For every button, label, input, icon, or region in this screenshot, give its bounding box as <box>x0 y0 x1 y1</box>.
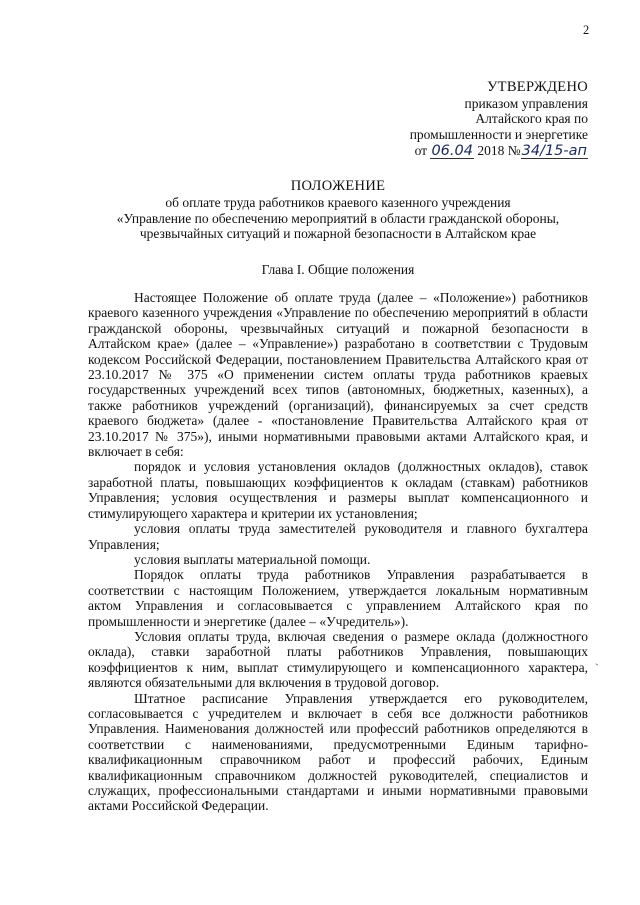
body-paragraph: Штатное расписание Управления утверждается его руководителем, согласовывается с учредителем и включает в себя все должности работников Управления. Наименования должностей или профессий работников определяются в соответствии с наименованиями, предусмотренными Единым тарифно-квалификационным справочником работ и профессий рабочих, Единым квалификационным справочником должностей руководителей, специалистов и служащих, профессиональными стандартами и иными нормативными правовыми актами Российской Федерации. <box>88 690 588 814</box>
body-paragraph: условия оплаты труда заместителей руководителя и главного бухгалтера Управления; <box>88 521 588 552</box>
approval-block <box>410 80 588 142</box>
subtitle-line: «Управление по обеспечению мероприятий в области гражданской обороны, <box>116 210 560 226</box>
document-body <box>88 290 588 814</box>
document-title: ПОЛОЖЕНИЕ <box>290 178 386 194</box>
margin-mark: ` <box>595 661 599 675</box>
body-paragraph: Порядок оплаты труда работников Управления разрабатывается в соответствии с настоящим Положением, утверждается локальным нормативным актом Управления и согласовывается с управлением Алтайского края по промышленности и энергетике (далее – «Учредитель»). <box>88 567 588 629</box>
approval-line: промышленности и энергетике <box>409 126 588 142</box>
date-prefix: от <box>414 143 428 158</box>
body-paragraph: порядок и условия установления окладов (должностных окладов), ставок заработной платы, повышающих коэффициентов к окладам (ставкам) работников Управления; условия осуществления и размеры выплат компенсационного и стимулирующего характера и критерии их установления; <box>88 459 588 521</box>
number-prefix: № <box>507 143 521 158</box>
document-subtitle <box>88 195 588 242</box>
order-year: 2018 <box>477 143 505 158</box>
order-date-number <box>415 143 588 159</box>
approval-line: приказом управления <box>464 95 588 111</box>
subtitle-line: об оплате труда работников краевого казенного учреждения <box>165 195 511 210</box>
chapter-heading: Глава I. Общие положения <box>261 262 415 277</box>
approval-status: УТВЕРЖДЕНО <box>487 79 588 95</box>
handwritten-date: 06.04 <box>431 143 473 159</box>
handwritten-number: 34/15-ап <box>521 143 587 159</box>
subtitle-line: чрезвычайных ситуаций и пожарной безопасности в Алтайском крае <box>139 226 537 241</box>
body-paragraph: Настоящее Положение об оплате труда (далее – «Положение») работников краевого казенного учреждения «Управление по обеспечению мероприятий в области гражданской обороны, чрезвычайных ситуаций и пожарной безопасности в Алтайском крае» (далее – «Управление») разработано в соответствии с Трудовым кодексом Российской Федерации, постановлением Правительства Алтайского края от 23.10.2017 № 375 «О применении систем оплаты труда работников краевых государственных учреждений всех типов (автономных, бюджетных, казенных), а также работников учреждений (организаций), финансируемых за счет средств краевого бюджета» (далее - «постановление Правительства Алтайского края от 23.10.2017 № 375»), иными нормативными правовыми актами Алтайского края, и включает в себя: <box>88 290 588 460</box>
body-paragraph: условия выплаты материальной помощи. <box>134 551 371 567</box>
page-number: 2 <box>583 23 590 37</box>
approval-line: Алтайского края по <box>475 111 588 126</box>
body-paragraph: Условия оплаты труда, включая сведения о размере оклада (должностного оклада), ставки заработной платы работников Управления, повышающих коэффициентов к ним, выплат стимулирующего и компенсационного характера, являются обязательными для включения в трудовой договор. <box>88 628 588 691</box>
